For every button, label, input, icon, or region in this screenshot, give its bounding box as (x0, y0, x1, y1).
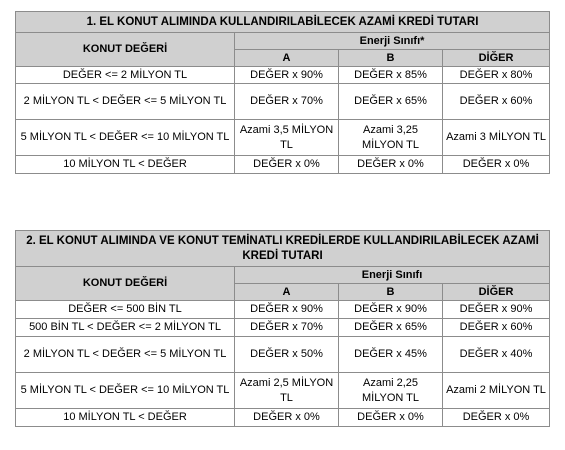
table-row (16, 337, 550, 373)
row-label: DEĞER <= 2 MİLYON TL (16, 67, 235, 84)
cell-class-b: DEĞER x 65% (339, 84, 443, 120)
column-header-class-a: A (235, 284, 339, 301)
cell-class-other: DEĞER x 80% (443, 67, 550, 84)
cell-class-other: DEĞER x 90% (443, 301, 550, 319)
row-label: 10 MİLYON TL < DEĞER (16, 409, 235, 427)
cell-class-a: DEĞER x 90% (235, 301, 339, 319)
group-header-energy-class: Enerji Sınıfı* (235, 33, 550, 50)
column-header-class-other: DİĞER (443, 284, 550, 301)
cell-class-a: DEĞER x 70% (235, 84, 339, 120)
column-header-class-b: B (339, 50, 443, 67)
row-label: 2 MİLYON TL < DEĞER <= 5 MİLYON TL (16, 84, 235, 120)
cell-class-a: DEĞER x 70% (235, 319, 339, 337)
column-header-class-a: A (235, 50, 339, 67)
cell-class-b: DEĞER x 90% (339, 301, 443, 319)
cell-class-other: Azami 3 MİLYON TL (443, 120, 550, 156)
cell-class-b: DEĞER x 65% (339, 319, 443, 337)
row-label: 10 MİLYON TL < DEĞER (16, 156, 235, 174)
cell-class-b: DEĞER x 85% (339, 67, 443, 84)
cell-class-b: DEĞER x 0% (339, 409, 443, 427)
column-header-konut-degeri: KONUT DEĞERİ (16, 33, 235, 67)
cell-class-other: DEĞER x 60% (443, 319, 550, 337)
table-row (16, 319, 550, 337)
group-header-energy-class: Enerji Sınıfı (235, 267, 550, 284)
cell-class-a: Azami 2,5 MİLYON TL (235, 373, 339, 409)
cell-class-other: Azami 2 MİLYON TL (443, 373, 550, 409)
table-row (16, 120, 550, 156)
table-second-hand-and-secured-loan-limits (15, 230, 550, 427)
cell-class-a: DEĞER x 50% (235, 337, 339, 373)
cell-class-other: DEĞER x 0% (443, 156, 550, 174)
row-label: 2 MİLYON TL < DEĞER <= 5 MİLYON TL (16, 337, 235, 373)
table-title: 2. EL KONUT ALIMINDA VE KONUT TEMİNATLI KREDİLERDE KULLANDIRILABİLECEK AZAMİ KREDİ TUTARI (16, 231, 550, 267)
row-label: DEĞER <= 500 BİN TL (16, 301, 235, 319)
cell-class-b: Azami 3,25 MİLYON TL (339, 120, 443, 156)
cell-class-a: DEĞER x 90% (235, 67, 339, 84)
cell-class-other: DEĞER x 0% (443, 409, 550, 427)
row-label: 5 MİLYON TL < DEĞER <= 10 MİLYON TL (16, 373, 235, 409)
table-title: 1. EL KONUT ALIMINDA KULLANDIRILABİLECEK AZAMİ KREDİ TUTARI (16, 12, 550, 33)
table-first-home-loan-limits (15, 11, 550, 174)
table-row (16, 301, 550, 319)
table-row (16, 156, 550, 174)
table-row (16, 373, 550, 409)
cell-class-a: DEĞER x 0% (235, 409, 339, 427)
column-header-class-b: B (339, 284, 443, 301)
column-header-class-other: DİĞER (443, 50, 550, 67)
table-row (16, 409, 550, 427)
row-label: 500 BİN TL < DEĞER <= 2 MİLYON TL (16, 319, 235, 337)
cell-class-b: Azami 2,25 MİLYON TL (339, 373, 443, 409)
cell-class-other: DEĞER x 40% (443, 337, 550, 373)
cell-class-a: Azami 3,5 MİLYON TL (235, 120, 339, 156)
column-header-konut-degeri: KONUT DEĞERİ (16, 267, 235, 301)
cell-class-b: DEĞER x 0% (339, 156, 443, 174)
table-row (16, 84, 550, 120)
cell-class-b: DEĞER x 45% (339, 337, 443, 373)
table-row (16, 67, 550, 84)
cell-class-other: DEĞER x 60% (443, 84, 550, 120)
cell-class-a: DEĞER x 0% (235, 156, 339, 174)
row-label: 5 MİLYON TL < DEĞER <= 10 MİLYON TL (16, 120, 235, 156)
